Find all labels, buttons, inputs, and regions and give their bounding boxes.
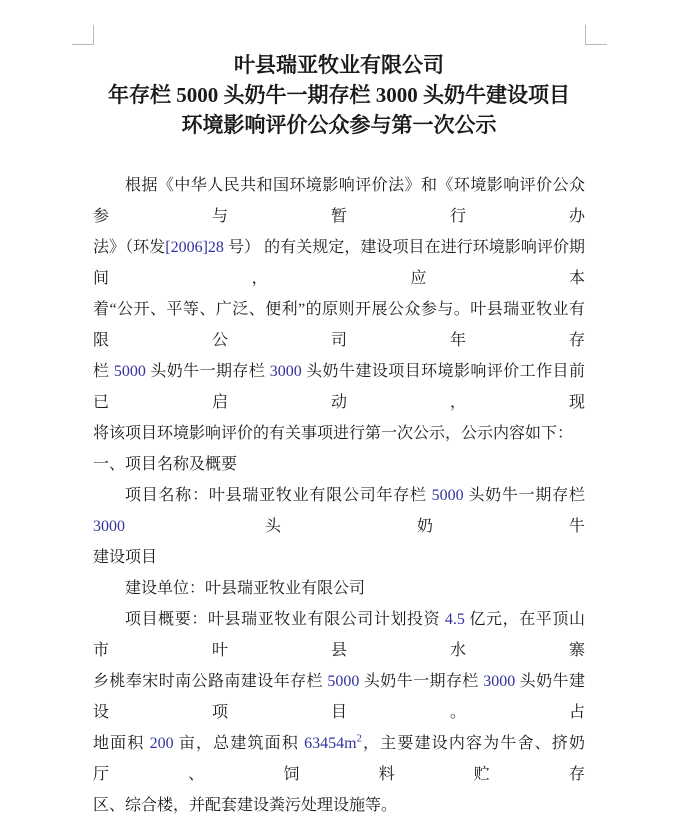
cjk-text: 将该项目环境影响评价的有关事项进行第一次公示，公示内容如下： bbox=[93, 425, 574, 442]
cjk-text: 头奶牛一期存栏 bbox=[359, 673, 484, 690]
latin-number-text: [2006]28 bbox=[165, 239, 224, 256]
document-line bbox=[93, 790, 585, 821]
cjk-text: 亩，总建筑面积 bbox=[173, 735, 305, 752]
latin-number-text: 3000 bbox=[93, 518, 125, 535]
latin-number-text: 5000 bbox=[327, 673, 360, 690]
cjk-text: 建设单位：叶县瑞亚牧业有限公司 bbox=[125, 580, 366, 597]
cjk-text: 头奶牛建设项目环境影响评价工作目前已启动，现 bbox=[93, 363, 585, 411]
cjk-text: ，主要建设内容为牛舍、挤奶厅、饲料贮存 bbox=[93, 735, 585, 783]
document-line bbox=[93, 170, 585, 232]
latin-number-text: 63454m bbox=[304, 735, 357, 752]
cjk-text: 根据《中华人民共和国环境影响评价法》和《环境影响评价公众参与暂行办 bbox=[93, 177, 585, 225]
text-boundary-mark-top-right bbox=[585, 25, 607, 45]
cjk-text: 法》（环发 bbox=[93, 239, 166, 256]
document-line bbox=[93, 573, 585, 604]
document-line bbox=[93, 728, 585, 790]
document-line bbox=[93, 542, 585, 573]
document-title-line-1: 叶县瑞亚牧业有限公司 bbox=[234, 53, 444, 77]
cjk-text: 项目名称：叶县瑞亚牧业有限公司年存栏 bbox=[125, 487, 432, 504]
latin-number-text: 2 bbox=[356, 733, 362, 745]
cjk-text: 一、项目名称及概要 bbox=[93, 456, 238, 473]
text-boundary-mark-top-left bbox=[72, 25, 94, 45]
document-title-line-2: 年存栏 5000 头奶牛一期存栏 3000 头奶牛建设项目 bbox=[108, 83, 570, 107]
latin-number-text: 200 bbox=[149, 735, 174, 752]
document-content bbox=[93, 50, 585, 821]
latin-number-text: 5000 bbox=[431, 487, 464, 504]
cjk-text: 头奶牛一期存栏 bbox=[463, 487, 585, 504]
document-line bbox=[93, 480, 585, 542]
cjk-text: 着“公开、平等、广泛、便利”的原则开展公众参与。叶县瑞亚牧业有限公司年存 bbox=[93, 301, 585, 349]
latin-number-text: 3000 bbox=[483, 673, 516, 690]
cjk-text: 地面积 bbox=[93, 735, 150, 752]
cjk-text: 头奶牛 bbox=[125, 518, 585, 535]
document-line bbox=[93, 666, 585, 728]
cjk-text: 头奶牛一期存栏 bbox=[145, 363, 270, 380]
cjk-text: 头奶牛建设项目。占 bbox=[93, 673, 585, 721]
cjk-text: 区、综合楼，并配套建设粪污处理设施等。 bbox=[93, 797, 398, 814]
cjk-text: 项目概要：叶县瑞亚牧业有限公司计划投资 bbox=[125, 611, 445, 628]
document-line bbox=[93, 418, 585, 449]
cjk-text: 建设项目 bbox=[93, 549, 158, 566]
document-body bbox=[93, 170, 585, 821]
cjk-text: 栏 bbox=[93, 363, 114, 380]
cjk-text: 亿元，在平顶山市叶县水寨 bbox=[93, 611, 585, 659]
document-line bbox=[93, 294, 585, 356]
cjk-text: 号） 的有关规定，建设项目在进行环境影响评价期间，应本 bbox=[93, 239, 585, 287]
cjk-text: 乡桃奉宋时南公路南建设年存栏 bbox=[93, 673, 328, 690]
latin-number-text: 5000 bbox=[113, 363, 146, 380]
document-line bbox=[93, 356, 585, 418]
latin-number-text: 4.5 bbox=[444, 611, 465, 628]
document-line bbox=[93, 449, 585, 480]
document-line bbox=[93, 232, 585, 294]
document-line bbox=[93, 604, 585, 666]
document-title bbox=[93, 50, 585, 140]
document-title-line-3: 环境影响评价公众参与第一次公示 bbox=[181, 113, 497, 137]
latin-number-text: 3000 bbox=[269, 363, 302, 380]
